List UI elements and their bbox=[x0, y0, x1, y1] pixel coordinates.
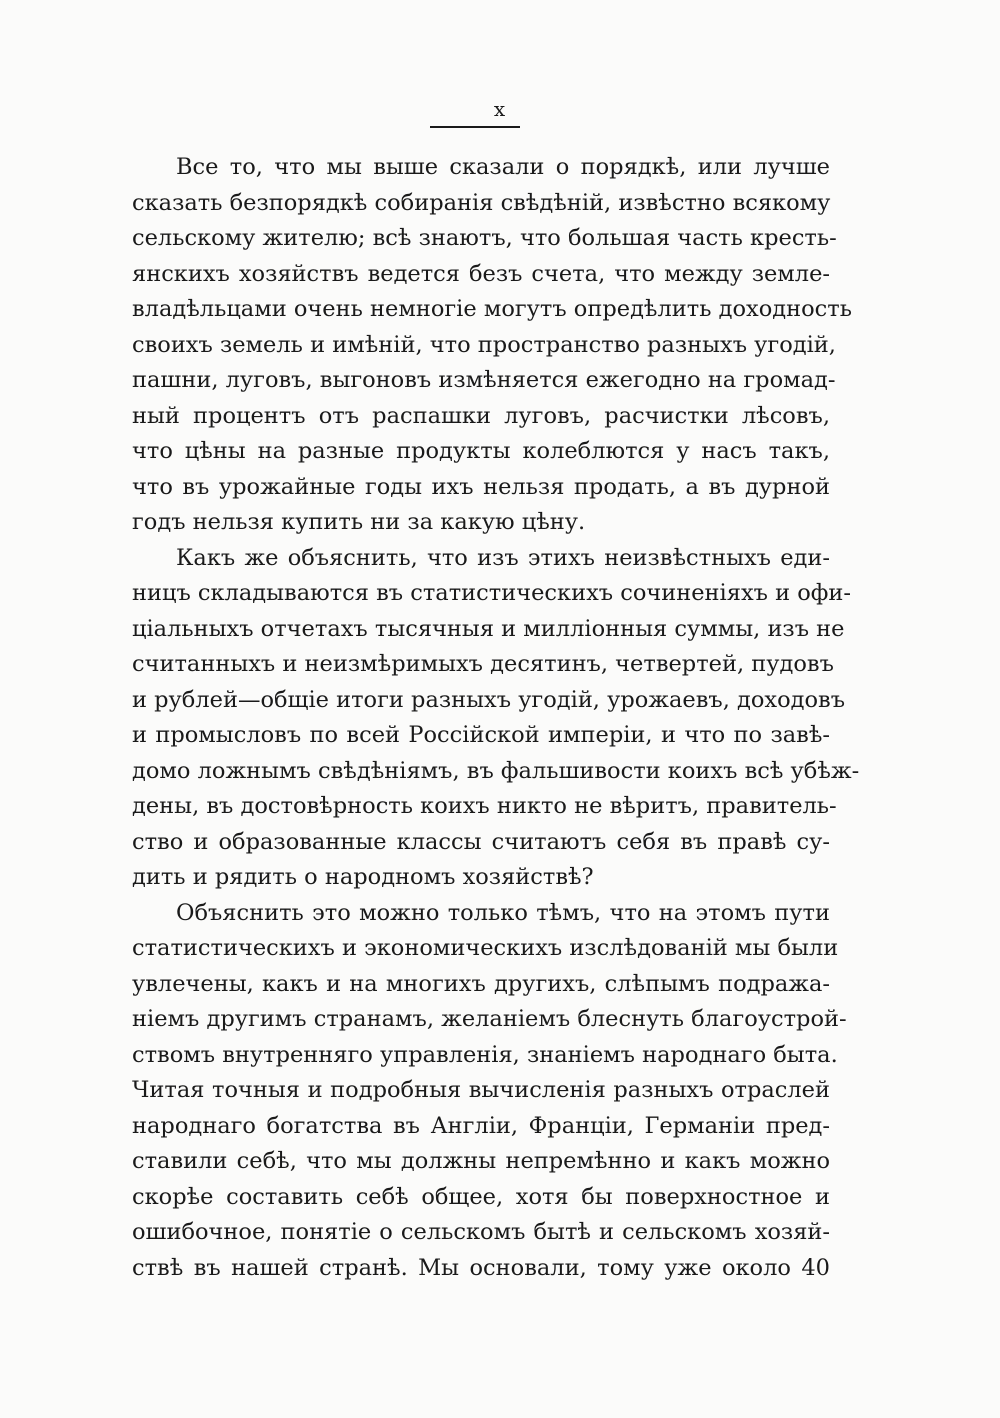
text-line: Какъ же объяснить, что изъ этихъ неизвѣстныхъ еди- bbox=[176, 544, 830, 571]
text-line: ставили себѣ, что мы должны непремѣнно и какъ можно bbox=[132, 1148, 830, 1174]
text-line: что въ урожайные годы ихъ нельзя продать, а въ дурной bbox=[132, 473, 830, 500]
text-line: янскихъ хозяйствъ ведется безъ счета, что между земле- bbox=[132, 260, 830, 287]
text-line: годъ нельзя купить ни за какую цѣну. bbox=[132, 509, 586, 535]
page-number: x bbox=[493, 97, 507, 121]
text-line: сказать безпорядкѣ собиранія свѣдѣній, извѣстно всякому bbox=[132, 189, 831, 216]
header-rule bbox=[430, 126, 520, 128]
text-line: ніемъ другимъ странамъ, желаніемъ блеснуть благоустрой- bbox=[132, 1006, 847, 1032]
text-line: народнаго богатства въ Англіи, Франціи, Германіи пред- bbox=[132, 1112, 830, 1139]
text-line: статистическихъ и экономическихъ изслѣдованій мы были bbox=[132, 935, 839, 961]
page-header bbox=[0, 96, 1000, 122]
text-line: своихъ земель и имѣній, что пространство разныхъ угодій, bbox=[132, 331, 836, 358]
text-line: ціальныхъ отчетахъ тысячныя и милліонныя суммы, изъ не bbox=[132, 615, 845, 642]
text-line: ошибочное, понятіе о сельскомъ бытѣ и сельскомъ хозяй- bbox=[132, 1219, 830, 1245]
text-line: что цѣны на разные продукты колеблются у насъ такъ, bbox=[132, 438, 830, 464]
text-line: увлечены, какъ и на многихъ другихъ, слѣпымъ подража- bbox=[132, 970, 830, 997]
text-line: считанныхъ и неизмѣримыхъ десятинъ, четвертей, пудовъ bbox=[132, 651, 834, 677]
text-line: ствѣ въ нашей странѣ. Мы основали, тому уже около 40 bbox=[132, 1254, 830, 1281]
text-line: ницъ складываются въ статистическихъ сочиненіяхъ и офи- bbox=[132, 580, 852, 606]
text-line: домо ложнымъ свѣдѣніямъ, въ фальшивости коихъ всѣ убѣж- bbox=[132, 757, 860, 784]
text-line: ный процентъ отъ распашки луговъ, расчистки лѣсовъ, bbox=[132, 402, 830, 429]
text-line: ствомъ внутренняго управленія, знаніемъ народнаго быта. bbox=[132, 1041, 838, 1068]
text-line: скорѣе составить себѣ общее, хотя бы поверхностное и bbox=[132, 1183, 830, 1210]
text-line: и рублей—общіе итоги разныхъ угодій, урожаевъ, доходовъ bbox=[132, 686, 846, 713]
body-text bbox=[132, 150, 860, 1286]
text-line: Все то, что мы выше сказали о порядкѣ, или лучше bbox=[176, 154, 830, 180]
text-line: дить и рядить о народномъ хозяйствѣ? bbox=[132, 864, 594, 890]
text-line: владѣльцами очень немногіе могутъ опредѣлить доходность bbox=[132, 296, 852, 322]
text-line: сельскому жителю; всѣ знаютъ, что большая часть кресть- bbox=[132, 225, 837, 251]
text-line: пашни, луговъ, выгоновъ измѣняется ежегодно на громад- bbox=[132, 367, 836, 393]
text-line: ство и образованные классы считаютъ себя въ правѣ су- bbox=[132, 828, 830, 855]
text-line: дены, въ достовѣрность коихъ никто не вѣритъ, правитель- bbox=[132, 793, 837, 819]
text-line: Читая точныя и подробныя вычисленія разныхъ отраслей bbox=[132, 1077, 830, 1103]
text-line: и промысловъ по всей Россійской имперіи, и что по завѣ- bbox=[132, 722, 830, 748]
text-line: Объяснить это можно только тѣмъ, что на этомъ пути bbox=[176, 899, 830, 926]
